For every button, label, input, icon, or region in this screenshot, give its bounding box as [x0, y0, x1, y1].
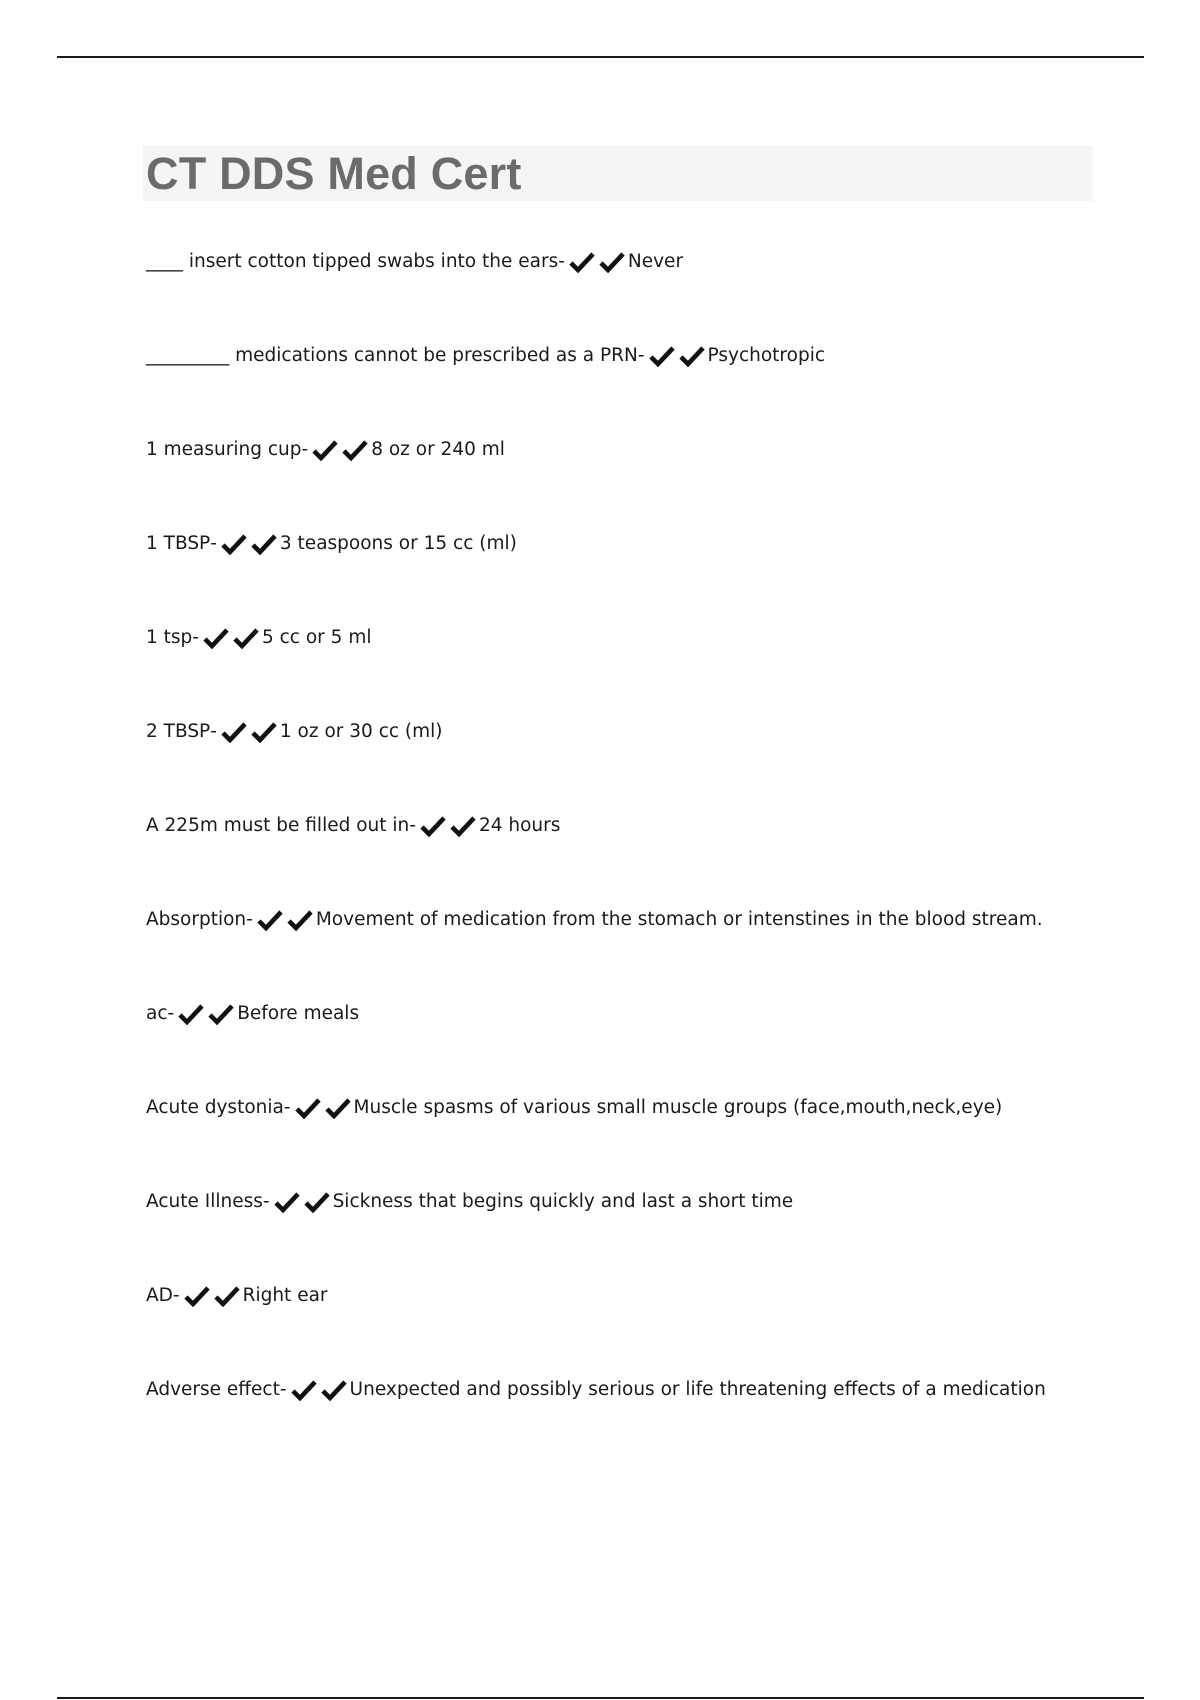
check-mark-icon: [599, 251, 625, 273]
list-item: [146, 714, 1106, 808]
entry-answer: 1 oz or 30 cc (ml): [279, 721, 443, 742]
entry-separator: -: [637, 345, 645, 366]
check-mark-icon: [233, 627, 259, 649]
entry-term: 2 TBSP: [146, 721, 211, 742]
entry-answer: Before meals: [237, 1003, 360, 1024]
entry-separator: -: [210, 533, 217, 554]
header-rule: [57, 56, 1144, 58]
list-item: [146, 244, 1106, 338]
double-check: [291, 1372, 347, 1408]
entry-answer: Sickness that begins quickly and last a short time: [332, 1191, 794, 1212]
entry-answer: 5 cc or 5 ml: [261, 627, 372, 648]
check-mark-icon: [295, 1097, 321, 1119]
check-mark-icon: [221, 533, 247, 555]
entry-term: ac: [146, 1003, 168, 1024]
check-mark-icon: [304, 1191, 330, 1213]
check-mark-icon: [649, 345, 675, 367]
check-mark-icon: [208, 1003, 234, 1025]
check-mark-icon: [257, 909, 283, 931]
double-check: [569, 244, 625, 280]
check-mark-icon: [178, 1003, 204, 1025]
check-mark-icon: [679, 345, 705, 367]
flashcard-list: [146, 244, 1106, 1466]
entry-answer: 8 oz or 240 ml: [371, 439, 505, 460]
entry-separator: -: [210, 721, 217, 742]
check-mark-icon: [420, 815, 446, 837]
list-item: [146, 1090, 1106, 1184]
double-check: [312, 432, 368, 468]
list-item: [146, 526, 1106, 620]
entry-answer: Psychotropic: [707, 345, 826, 366]
check-mark-icon: [325, 1097, 351, 1119]
check-mark-icon: [342, 439, 368, 461]
entry-term: ____ insert cotton tipped swabs into the ears: [146, 251, 559, 272]
entry-answer: Movement of medication from the stomach or intenstines in the blood stream.: [315, 909, 1043, 930]
list-item: [146, 1278, 1106, 1372]
entry-separator: -: [279, 1379, 287, 1400]
check-mark-icon: [321, 1379, 347, 1401]
list-item: [146, 902, 1106, 996]
entry-term: Absorption: [146, 909, 247, 930]
double-check: [203, 620, 259, 656]
entry-separator: -: [172, 1285, 180, 1306]
entry-term: 1 TBSP: [146, 533, 211, 554]
entry-answer: Right ear: [242, 1285, 328, 1306]
entry-term: 1 tsp: [146, 627, 193, 648]
list-item: [146, 620, 1106, 714]
double-check: [221, 714, 277, 750]
double-check: [649, 338, 705, 374]
entry-term: AD: [146, 1285, 173, 1306]
check-mark-icon: [251, 533, 277, 555]
list-item: [146, 1184, 1106, 1278]
entry-term: Adverse effect: [146, 1379, 280, 1400]
entry-separator: -: [262, 1191, 270, 1212]
check-mark-icon: [203, 627, 229, 649]
entry-separator: -: [283, 1097, 291, 1118]
entry-answer: Muscle spasms of various small muscle groups (face,mouth,neck,eye): [353, 1097, 1003, 1118]
double-check: [221, 526, 277, 562]
page-title: CT DDS Med Cert: [146, 148, 522, 199]
entry-separator: -: [301, 439, 309, 460]
check-mark-icon: [312, 439, 338, 461]
check-mark-icon: [251, 721, 277, 743]
entry-term: Acute dystonia: [146, 1097, 284, 1118]
list-item: [146, 432, 1106, 526]
check-mark-icon: [291, 1379, 317, 1401]
footer-rule: [57, 1697, 1144, 1699]
double-check: [178, 996, 234, 1032]
entry-answer: 3 teaspoons or 15 cc (ml): [279, 533, 517, 554]
double-check: [257, 902, 313, 938]
entry-answer: Never: [627, 251, 684, 272]
double-check: [420, 808, 476, 844]
check-mark-icon: [214, 1285, 240, 1307]
list-item: [146, 996, 1106, 1090]
list-item: [146, 1372, 1106, 1466]
check-mark-icon: [221, 721, 247, 743]
entry-separator: -: [558, 251, 565, 272]
list-item: [146, 808, 1106, 902]
list-item: [146, 338, 1106, 432]
entry-separator: -: [409, 815, 416, 836]
entry-term: _________ medications cannot be prescribed as a PRN: [146, 345, 638, 366]
entry-separator: -: [167, 1003, 175, 1024]
entry-answer: 24 hours: [478, 815, 561, 836]
entry-term: A 225m must be filled out in: [146, 815, 410, 836]
entry-separator: -: [192, 627, 199, 648]
check-mark-icon: [569, 251, 595, 273]
check-mark-icon: [184, 1285, 210, 1307]
double-check: [295, 1090, 351, 1126]
entry-separator: -: [246, 909, 253, 930]
double-check: [274, 1184, 330, 1220]
entry-term: 1 measuring cup: [146, 439, 302, 460]
entry-answer: Unexpected and possibly serious or life threatening effects of a medication: [349, 1379, 1046, 1400]
check-mark-icon: [274, 1191, 300, 1213]
double-check: [184, 1278, 240, 1314]
check-mark-icon: [450, 815, 476, 837]
check-mark-icon: [287, 909, 313, 931]
entry-term: Acute Illness: [146, 1191, 263, 1212]
